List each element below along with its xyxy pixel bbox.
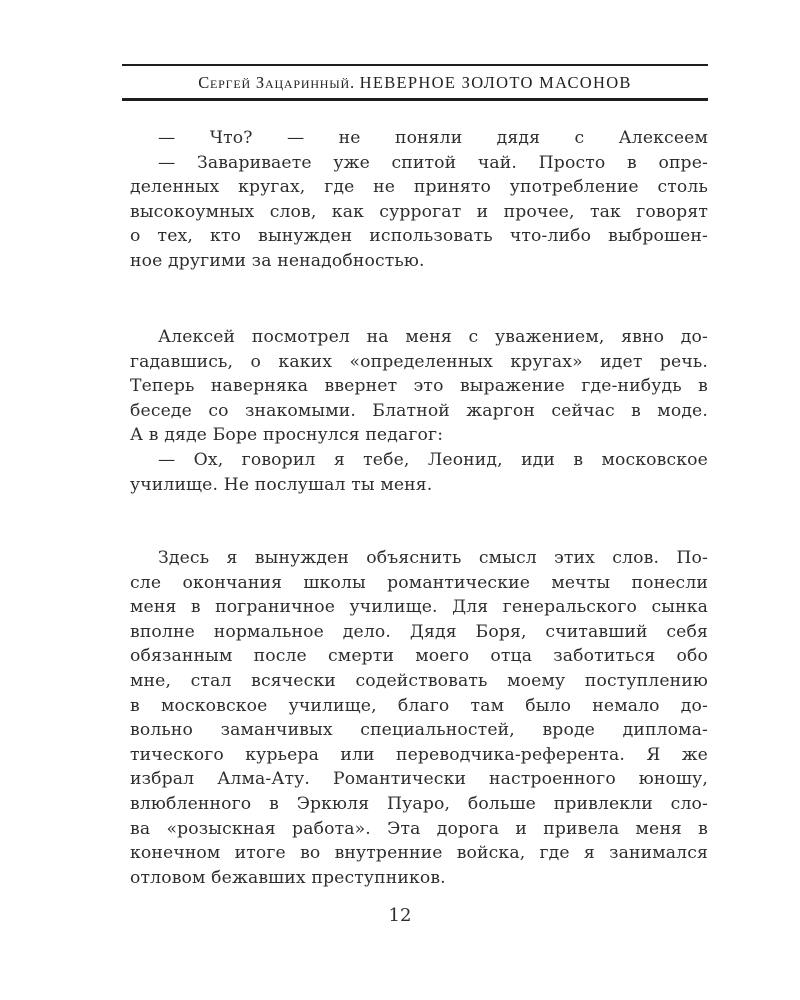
text-line: вполне нормальное дело. Дядя Боря, считавший себя bbox=[130, 621, 708, 642]
text-line: меня в пограничное училище. Для генеральского сынка bbox=[130, 597, 708, 618]
text-line: — Завариваете уже спитой чай. Просто в опре- bbox=[158, 152, 708, 173]
text-line: Здесь я вынужден объяснить смысл этих слов. По- bbox=[158, 548, 708, 568]
text-line: обязанным после смерти моего отца заботиться обо bbox=[130, 646, 708, 667]
text-line: ва «розыскная работа». Эта дорога и привела меня в bbox=[130, 818, 708, 839]
text-line: ное другими за ненадобностью. bbox=[130, 250, 425, 271]
header-bottom-rule bbox=[122, 98, 708, 101]
text-line: влюбленного в Эркюля Пуаро, больше привлекли сло- bbox=[130, 793, 708, 814]
page-number: 12 bbox=[388, 905, 412, 926]
text-line: высокоумных слов, как суррогат и прочее, так говорят bbox=[130, 201, 708, 222]
text-line: отловом бежавших преступников. bbox=[130, 867, 446, 888]
text-line: в московское училище, благо там было немало до- bbox=[130, 695, 708, 716]
paragraph-alexey-respect bbox=[130, 325, 708, 497]
text-line: тического курьера или переводчика-референта. Я же bbox=[130, 744, 708, 765]
paragraph-dialogue-tea bbox=[130, 126, 708, 274]
text-line: деленных кругах, где не принято употребление столь bbox=[130, 177, 708, 198]
header-title: НЕВЕРНОЕ ЗОЛОТО МАСОНОВ bbox=[359, 73, 632, 92]
text-line: Теперь наверняка ввернет это выражение где-нибудь в bbox=[130, 376, 708, 397]
running-header bbox=[122, 70, 708, 96]
header-author: Сергей Зацаринный. bbox=[198, 73, 355, 92]
paragraph-explanation bbox=[130, 546, 708, 890]
header-top-rule bbox=[122, 64, 708, 66]
text-line: училище. Не послушал ты меня. bbox=[130, 474, 433, 495]
text-line: беседе со знакомыми. Блатной жаргон сейчас в моде. bbox=[130, 400, 708, 421]
text-line: сле окончания школы романтические мечты понесли bbox=[130, 572, 708, 593]
text-line: конечном итоге во внутренние войска, где я занимался bbox=[130, 843, 708, 864]
text-line: избрал Алма-Ату. Романтически настроенного юношу, bbox=[130, 769, 708, 790]
text-line: Алексей посмотрел на меня с уважением, явно до- bbox=[158, 327, 708, 347]
text-line: — Ох, говорил я тебе, Леонид, иди в московское bbox=[158, 449, 708, 470]
text-line: А в дяде Боре проснулся педагог: bbox=[130, 425, 444, 446]
text-line: гадавшись, о каких «определенных кругах» идет речь. bbox=[130, 351, 708, 372]
text-line: о тех, кто вынужден использовать что-либо выброшен- bbox=[130, 226, 708, 247]
text-line: мне, стал всячески содействовать моему поступлению bbox=[130, 670, 708, 691]
text-line: — Что? — не поняли дядя с Алексеем bbox=[158, 128, 708, 148]
text-line: вольно заманчивых специальностей, вроде диплома- bbox=[130, 720, 708, 741]
